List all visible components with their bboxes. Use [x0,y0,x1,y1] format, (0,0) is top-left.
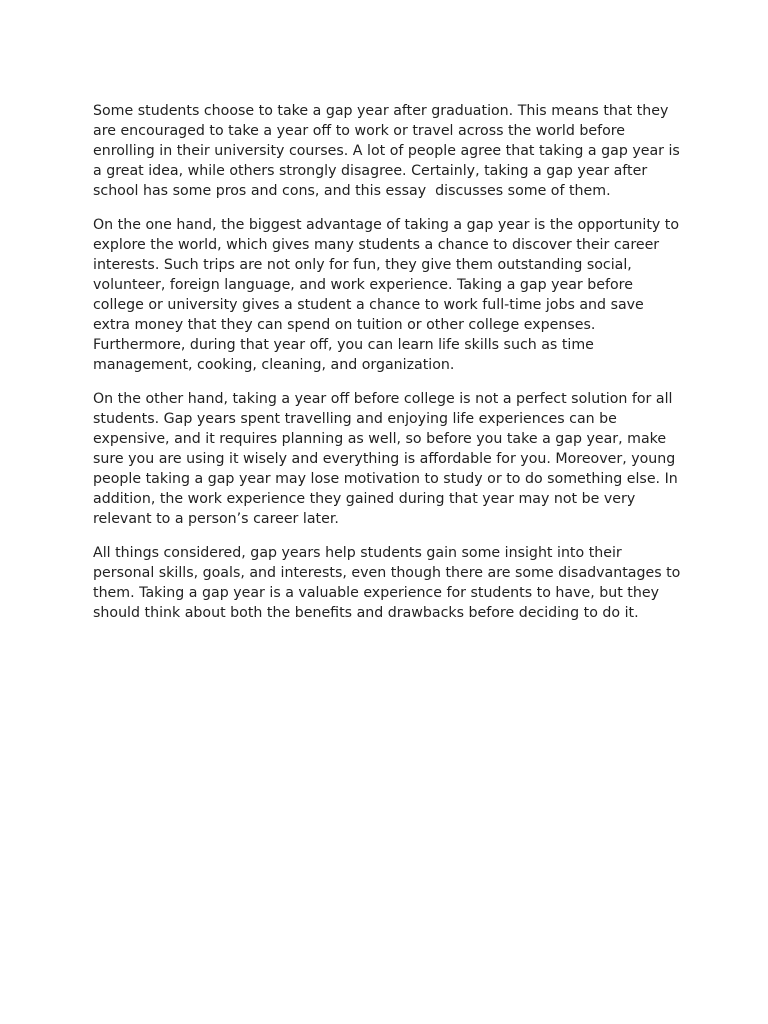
essay-paragraph-disadvantages: On the other hand, taking a year off before college is not a perfect solution for all students. Gap years spent travelling and enjoying life experiences can be expensive, and it requires planning as well, so before you take a gap year, make sure you are using it wisely and everything is affordable for you. Moreover, young people taking a gap year may lose motivation to study or to do something else. In addition, the work experience they gained during that year may not be very relevant to a person’s career later. [93,391,683,527]
essay-body [93,101,683,637]
essay-paragraph-introduction: Some students choose to take a gap year after graduation. This means that they are encouraged to take a year off to work or travel across the world before enrolling in their university courses. A lot of people agree that taking a gap year is a great idea, while others strongly disagree. Certainly, taking a gap year after school has some pros and cons, and this essay discusses some of them. [93,103,685,199]
essay-paragraph-conclusion: All things considered, gap years help students gain some insight into their personal skills, goals, and interests, even though there are some disadvantages to them. Taking a gap year is a valuable experience for students to have, but they should think about both the benefits and drawbacks before deciding to do it. [93,545,685,621]
essay-paragraph-advantages: On the one hand, the biggest advantage of taking a gap year is the opportunity to explore the world, which gives many students a chance to discover their career interests. Such trips are not only for fun, they give them outstanding social, volunteer, foreign language, and work experience. Taking a gap year before college or university gives a student a chance to work full-time jobs and save extra money that they can spend on tuition or other college expenses. Furthermore, during that year off, you can learn life skills such as time management, cooking, cleaning, and organization. [93,217,684,373]
